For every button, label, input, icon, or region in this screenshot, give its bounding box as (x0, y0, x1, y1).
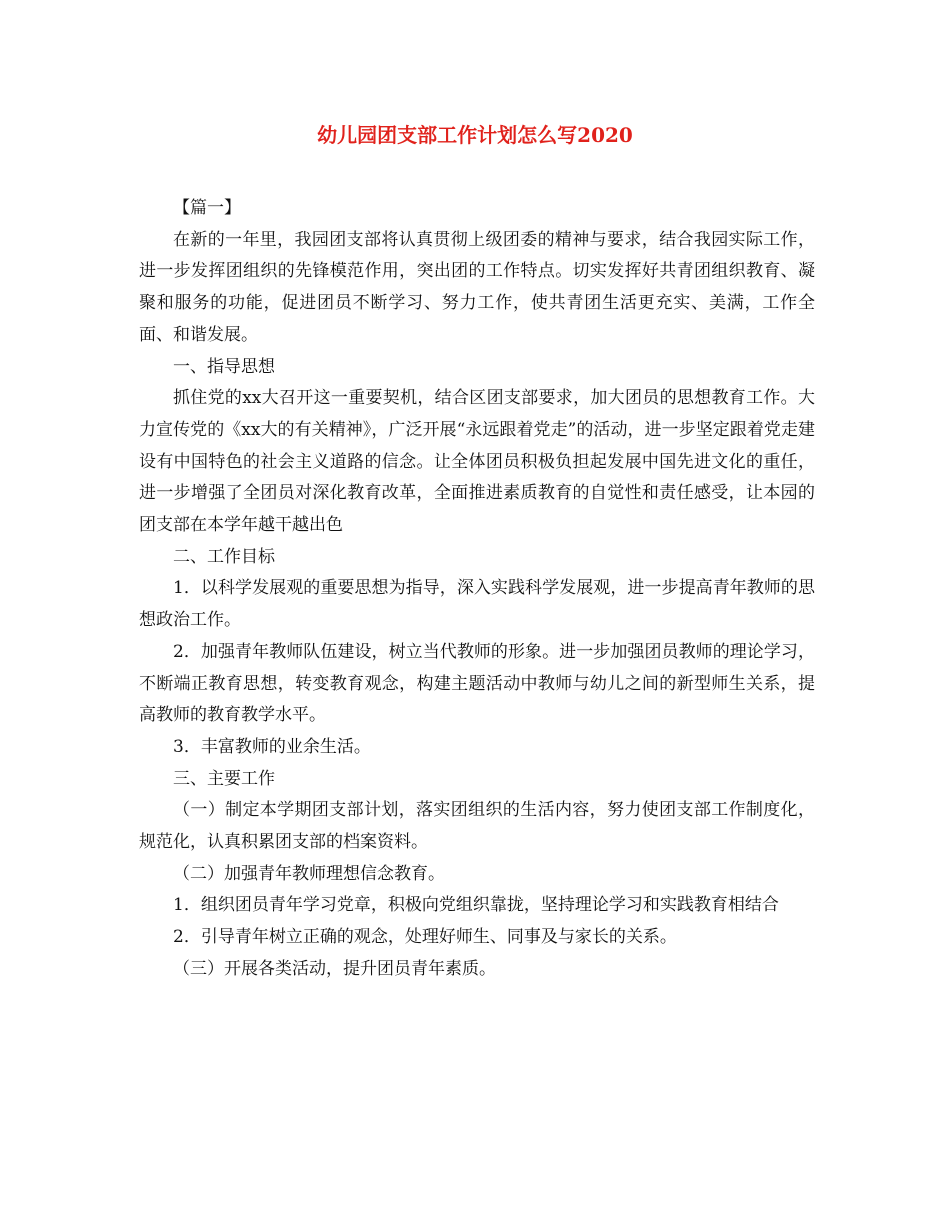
main-work-item-1: （一）制定本学期团支部计划，落实团组织的生活内容，努力使团支部工作制度化，规范化，认真积累团支部的档案资料。 (139, 800, 815, 853)
section-heading-guiding-ideology: 一、指导思想 (173, 356, 275, 377)
main-work-subitem-2: 2．引导青年树立正确的观念，处理好师生、同事及与家长的关系。 (173, 927, 677, 948)
section-header-part-one: 【篇一】 (173, 198, 241, 218)
main-work-item-2: （二）加强青年教师理想信念教育。 (173, 863, 445, 884)
paragraph-intro: 在新的一年里，我园团支部将认真贯彻上级团委的精神与要求，结合我园实际工作，进一步发挥团组织的先锋模范作用，突出团的工作特点。切实发挥好共青团组织教育、凝聚和服务的功能，促进团员不断学习、努力工作，使共青团生活更充实、美满，工作全面、和谐发展。 (139, 229, 815, 345)
section-heading-main-work: 三、主要工作 (173, 768, 275, 789)
goal-item-1: 1．以科学发展观的重要思想为指导，深入实践科学发展观，进一步提高青年教师的思想政治工作。 (139, 578, 815, 631)
paragraph-guiding-ideology: 抓住党的xx大召开这一重要契机，结合区团支部要求，加大团员的思想教育工作。大力宣传党的《xx大的有关精神》，广泛开展“永远跟着党走”的活动，进一步坚定跟着党走建设有中国特色的社会主义道路的信念。让全体团员积极负担起发展中国先进文化的重任，进一步增强了全团员对深化教育改革，全面推进素质教育的自觉性和责任感受，让本园的团支部在本学年越干越出色 (139, 388, 815, 536)
document-body (139, 193, 815, 986)
main-work-item-3: （三）开展各类活动，提升团员青年素质。 (173, 958, 496, 979)
goal-item-2: 2．加强青年教师队伍建设，树立当代教师的形象。进一步加强团员教师的理论学习，不断端正教育思想，转变教育观念，构建主题活动中教师与幼儿之间的新型师生关系，提高教师的教育教学水平。 (139, 641, 815, 726)
section-heading-work-goals: 二、工作目标 (173, 546, 275, 567)
main-work-subitem-1: 1．组织团员青年学习党章，积极向党组织靠拢，坚持理论学习和实践教育相结合 (173, 895, 779, 916)
document-title: 幼儿园团支部工作计划怎么写2020 (317, 123, 633, 147)
goal-item-3: 3．丰富教师的业余生活。 (173, 736, 371, 757)
